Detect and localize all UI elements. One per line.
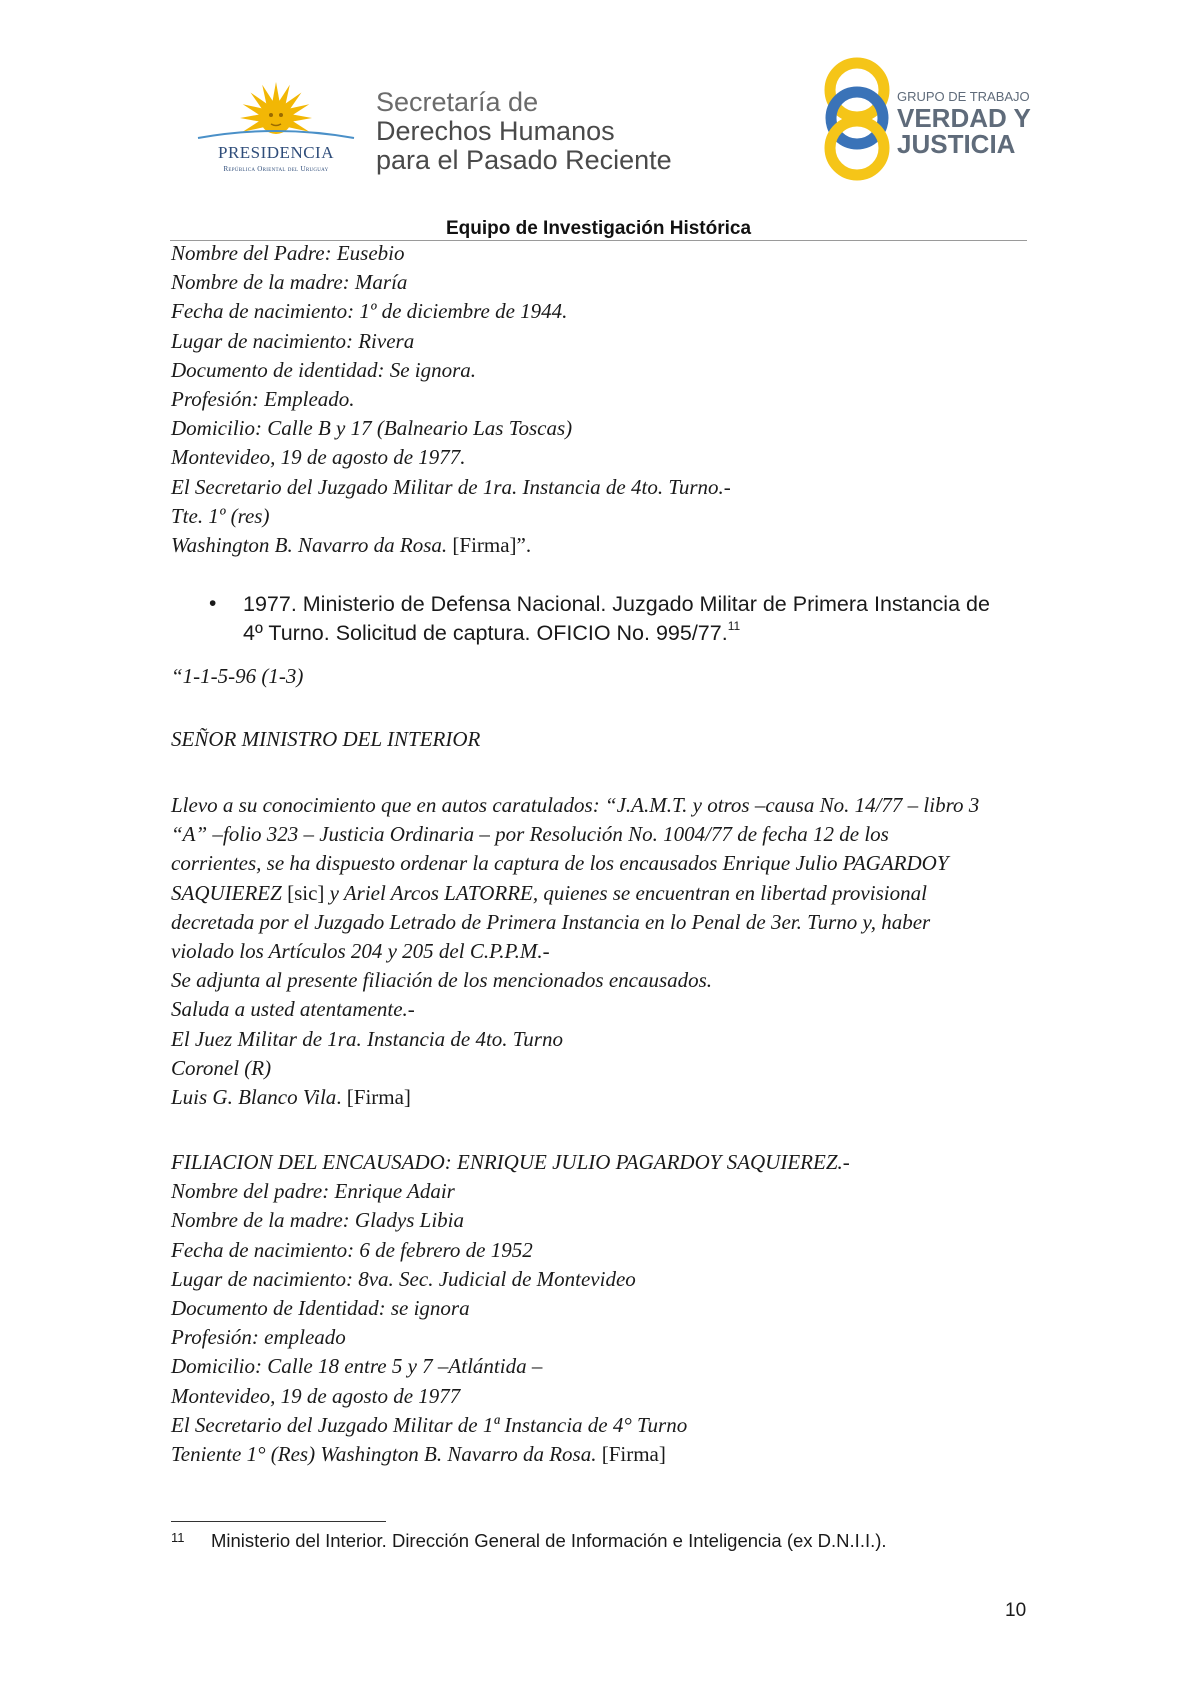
secretaria-line-3: para el Pasado Reciente [376,145,672,175]
text-line: Nombre del padre: Enrique Adair [171,1179,455,1204]
text-line: “A” –folio 323 – Justicia Ordinaria – por Resolución No. 1004/77 de fecha 12 de los [171,822,889,847]
filiacion-block-1 [171,239,731,560]
addressee: SEÑOR MINISTRO DEL INTERIOR [171,727,481,751]
text-line: Saluda a usted atentamente.- [171,997,415,1022]
text-line: Nombre de la madre: María [171,270,408,295]
text-line: El Secretario del Juzgado Militar de 1ra. Instancia de 4to. Turno.- [171,474,731,499]
page-number: 10 [1005,1600,1027,1621]
secretaria-line-2: Derechos Humanos [376,116,615,146]
signatory-name: Washington B. Navarro da Rosa. [171,532,448,557]
firma-note: . [Firma] [336,1084,411,1109]
text-line: Documento de Identidad: se ignora [171,1295,470,1320]
text-line: decretada por el Juzgado Letrado de Primera Instancia en lo Penal de 3er. Turno y, haber [171,909,931,934]
text-line: Montevideo, 19 de agosto de 1977 [171,1383,461,1408]
bullet-line-2 [243,619,990,648]
presidencia-label: PRESIDENCIA [217,143,334,162]
signatory-name: Teniente 1° (Res) Washington B. Navarro da Rosa. [171,1441,597,1466]
footnote-text: Ministerio del Interior. Dirección General de Información e Inteligencia (ex D.N.I.I.). [211,1530,887,1551]
secretaria-title [376,88,672,175]
text-line: Montevideo, 19 de agosto de 1977. [171,445,466,470]
text-line: Tte. 1º (res) [171,503,270,528]
text-segment: y Ariel Arcos LATORRE, quienes se encuentran en libertad provisional [329,880,927,905]
text-line: Coronel (R) [171,1055,272,1080]
text-line: Fecha de nacimiento: 1º de diciembre de 1944. [171,299,568,324]
document-heading-bullet [243,590,990,648]
verdad-justicia-logo [822,56,1032,182]
bullet-line-1: 1977. Ministerio de Defensa Nacional. Juzgado Militar de Primera Instancia de [243,592,990,616]
text-line: violado los Artículos 204 y 205 del C.P.P.M.- [171,938,550,963]
secretaria-line-1: Secretaría de [376,87,539,117]
filiacion-block-2 [171,1148,850,1469]
document-reference: “1-1-5-96 (1-3) [171,664,304,688]
footnote-reference[interactable]: 11 [727,619,741,633]
text-line: Lugar de nacimiento: Rivera [171,328,415,353]
text-line: Domicilio: Calle B y 17 (Balneario Las Toscas) [171,416,573,441]
bullet-line-2-text: 4º Turno. Solicitud de captura. OFICIO No. 995/77. [243,621,728,645]
text-line: Llevo a su conocimiento que en autos caratulados: “J.A.M.T. y otros –causa No. 14/77 – libro 3 [171,793,980,817]
text-segment: SAQUIEREZ [171,880,282,905]
bullet-icon: • [209,592,217,615]
oficio-body [171,791,979,1112]
team-title: Equipo de Investigación Histórica [445,218,752,239]
text-line: Profesión: Empleado. [171,386,355,411]
verdad-label: VERDAD Y [897,103,1031,133]
presidencia-logo [196,80,356,180]
text-line: Nombre del Padre: Eusebio [171,241,405,265]
grupo-trabajo-label: GRUPO DE TRABAJO [897,89,1030,104]
text-line: Nombre de la madre: Gladys Libia [171,1208,465,1233]
text-line: El Secretario del Juzgado Militar de 1ª Instancia de 4° Turno [171,1412,688,1437]
interlinked-rings-icon [822,56,892,182]
signature-line [171,1440,850,1469]
text-line: Domicilio: Calle 18 entre 5 y 7 –Atlántida – [171,1354,543,1379]
footnote-divider [171,1521,386,1522]
signatory-name: Luis G. Blanco Vila [171,1084,337,1109]
signature-line [171,531,731,560]
footnote-number: 11 [171,1530,185,1545]
presidencia-subtitle: República Oriental del Uruguay [223,165,329,173]
text-line: FILIACION DEL ENCAUSADO: ENRIQUE JULIO PAGARDOY SAQUIEREZ.- [171,1150,850,1174]
text-line: corrientes, se ha dispuesto ordenar la captura de los encausados Enrique Julio PAGARDOY [171,851,949,876]
text-line: Profesión: empleado [171,1325,346,1350]
text-line: El Juez Militar de 1ra. Instancia de 4to. Turno [171,1026,563,1051]
firma-note: [Firma]”. [447,532,532,557]
firma-note: [Firma] [596,1441,666,1466]
text-line: Documento de identidad: Se ignora. [171,357,477,382]
text-line [171,879,979,908]
sic-note: [sic] [281,880,330,905]
text-line: Se adjunta al presente filiación de los mencionados encausados. [171,968,713,993]
text-line: Lugar de nacimiento: 8va. Sec. Judicial de Montevideo [171,1266,636,1291]
justicia-label: JUSTICIA [897,129,1016,159]
signature-line [171,1083,979,1112]
text-line: Fecha de nacimiento: 6 de febrero de 1952 [171,1237,533,1262]
